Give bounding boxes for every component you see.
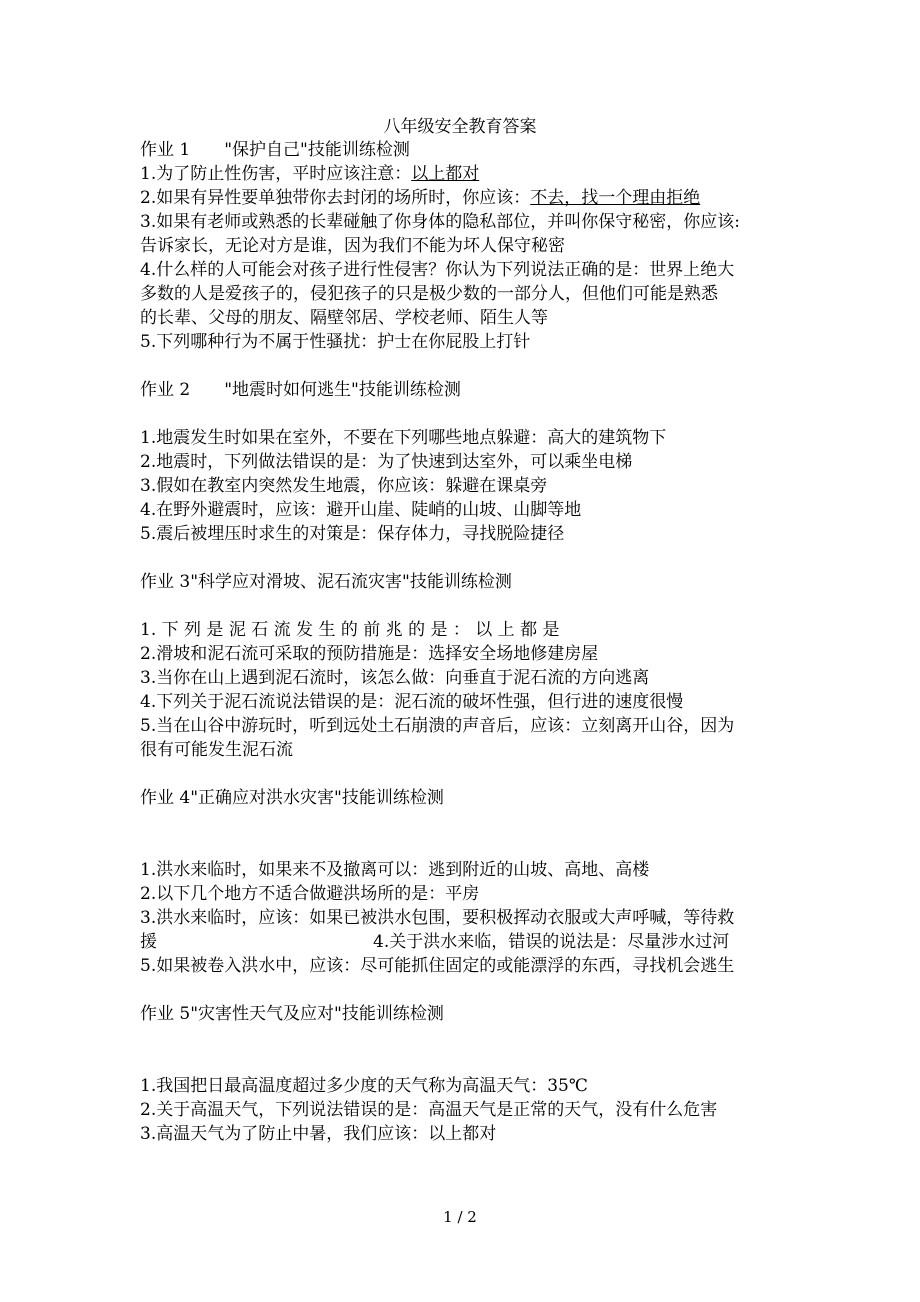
question-1: 1. 下 列 是 泥 石 流 发 生 的 前 兆 的 是 ： 以 上 都 是 [140,620,560,640]
question-text: 1.为了防止性伤害，平时应该注意： [140,164,412,184]
question-2: 2.滑坡和泥石流可采取的预防措施是：选择安全场地修建房屋 [140,644,599,664]
question-5: 5.如果被卷入洪水中，应该：尽可能抓住固定的或能漂浮的东西，寻找机会逃生 [140,956,735,976]
question-2: 2.关于高温天气，下列说法错误的是：高温天气是正常的天气，没有什么危害 [140,1100,718,1120]
question-4: 4.在野外避震时，应该：避开山崖、陡峭的山坡、山脚等地 [140,500,582,520]
question-text: 2.如果有异性要单独带你去封闭的场所时，你应该： [140,188,531,208]
question-5: 5.下列哪种行为不属于性骚扰：护士在你屁股上打针 [140,332,531,352]
question-3: 3.高温天气为了防止中暑，我们应该：以上都对 [140,1124,497,1144]
question-4-line-3: 的长辈、父母的朋友、隔壁邻居、学校老师、陌生人等 [140,308,548,328]
question-3-line-2: 告诉家长，无论对方是谁，因为我们不能为坏人保守秘密 [140,236,565,256]
question-3: 3.当你在山上遇到泥石流时，该怎么做：向垂直于泥石流的方向逃离 [140,668,650,688]
section-heading: 作业 4"正确应对洪水灾害"技能训练检测 [140,788,444,808]
section-3 [140,570,780,762]
question-4: 4.下列关于泥石流说法错误的是：泥石流的破坏性强，但行进的速度很慢 [140,692,684,712]
question-3-line-1: 3.洪水来临时，应该：如果已被洪水包围，要积极挥动衣服或大声呼喊，等待救 [140,908,735,928]
question-5: 5.震后被埋压时求生的对策是：保存体力，寻找脱险捷径 [140,524,565,544]
question-1: 1.地震发生时如果在室外，不要在下列哪些地点躲避：高大的建筑物下 [140,428,667,448]
answer-text: 不去，找一个理由拒绝 [530,188,701,208]
question-2 [140,186,780,210]
document-title: 八年级安全教育答案 [383,117,537,137]
question-5-line-1: 5.当在山谷中游玩时，听到远处土石崩溃的声音后，应该：立刻离开山谷，因为 [140,716,735,736]
question-4-line-1: 4.什么样的人可能会对孩子进行性侵害？你认为下列说法正确的是：世界上绝大 [140,260,735,280]
section-4 [140,786,780,978]
question-3-line-2 [140,930,780,954]
question-1: 1.洪水来临时，如果来不及撤离可以：逃到附近的山坡、高地、高楼 [140,860,650,880]
answer-text: 以上都对 [411,164,480,184]
section-heading: 作业 5"灾害性天气及应对"技能训练检测 [140,1004,444,1024]
section-heading: 作业 1 "保护自己"技能训练检测 [140,140,410,160]
question-1: 1.我国把日最高温度超过多少度的天气称为高温天气：35℃ [140,1076,588,1096]
question-5-line-2: 很有可能发生泥石流 [140,740,293,760]
page-number: 1 / 2 [443,1208,477,1226]
section-2 [140,378,780,546]
question-3: 3.假如在教室内突然发生地震，你应该：躲避在课桌旁 [140,476,548,496]
question-2: 2.地震时，下列做法错误的是：为了快速到达室外，可以乘坐电梯 [140,452,633,472]
section-5 [140,1002,780,1146]
question-4-line-2: 多数的人是爱孩子的，侵犯孩子的只是极少数的一部分人，但他们可能是熟悉 [140,284,718,304]
document-page [140,108,780,1146]
question-1 [140,162,780,186]
question-3-line-1: 3.如果有老师或熟悉的长辈碰触了你身体的隐私部位，并叫你保守秘密，你应该: [140,212,740,232]
question-4: 4.关于洪水来临，错误的说法是：尽量涉水过河 [373,932,730,952]
section-heading: 作业 2 "地震时如何逃生"技能训练检测 [140,380,461,400]
section-heading: 作业 3"科学应对滑坡、泥石流灾害"技能训练检测 [140,572,512,592]
section-1 [140,138,780,354]
question-2: 2.以下几个地方不适合做避洪场所的是：平房 [140,884,480,904]
question-text: 援 [140,932,157,952]
